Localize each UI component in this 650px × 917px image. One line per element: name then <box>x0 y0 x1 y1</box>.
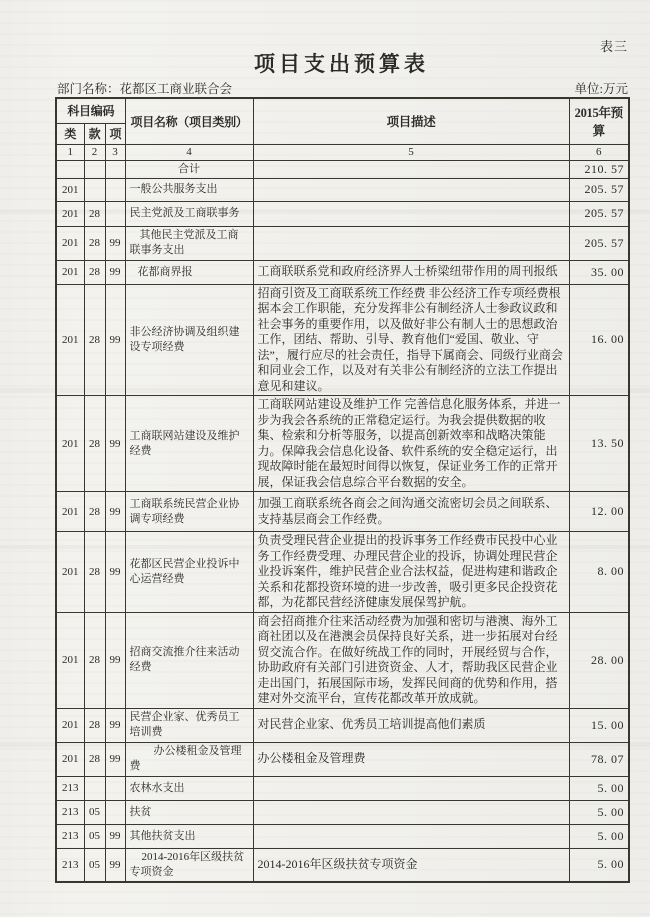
project-name-cell: 花都区民营企业投诉中心运营经费 <box>125 532 253 613</box>
budget-cell: 78. 07 <box>569 742 629 776</box>
code-item-cell <box>105 800 125 824</box>
project-name-cell: 花都商界报 <box>125 260 253 284</box>
code-section-cell <box>84 160 105 178</box>
budget-cell: 13. 50 <box>569 396 629 492</box>
project-desc-cell: 招商引资及工商联系统工作经费 非公经济工作专项经费根据本会工作职能，充分发挥非公有制经济人士参政议政和社会事务的重要作用，以及做好非公有制人士的思想政治工作，团结、帮助、引导、教育他们“爱国、敬业、守法”，履行应尽的社会责任，指导下属商会、同级行业商会和同业会工作，以及对有关非公有制经济的立法工作提出意见和建议。 <box>253 284 569 396</box>
project-name-cell: 工商联网站建设及维护经费 <box>125 396 253 492</box>
code-section-cell: 05 <box>84 848 105 882</box>
header-budget-2015: 2015年预算 <box>569 98 629 144</box>
code-section-cell <box>84 178 105 201</box>
header-col-section: 款 <box>84 123 105 144</box>
header-col-category: 类 <box>56 123 84 144</box>
code-item-cell: 99 <box>105 532 125 613</box>
project-desc-cell <box>253 160 569 178</box>
budget-cell: 8. 00 <box>569 532 629 613</box>
code-section-cell: 28 <box>84 201 105 226</box>
table-row <box>56 612 629 708</box>
code-category-cell: 213 <box>56 776 84 800</box>
unit-label: 单位:万元 <box>574 82 628 96</box>
code-item-cell: 99 <box>105 284 125 396</box>
project-name-cell: 扶贫 <box>125 800 253 824</box>
project-name-cell: 农林水支出 <box>125 776 253 800</box>
table-row <box>56 160 629 178</box>
project-desc-cell <box>253 226 569 260</box>
budget-cell: 15. 00 <box>569 708 629 742</box>
code-item-cell: 99 <box>105 848 125 882</box>
budget-cell: 12. 00 <box>569 492 629 532</box>
department-name-label: 部门名称：花都区工商业联合会 <box>57 82 233 96</box>
project-name-cell: 一般公共服务支出 <box>125 178 253 201</box>
column-number: 1 <box>56 144 84 160</box>
table-row <box>56 708 629 742</box>
header-project-desc: 项目描述 <box>253 98 569 144</box>
budget-cell: 35. 00 <box>569 260 629 284</box>
code-category-cell: 213 <box>56 848 84 882</box>
project-desc-cell: 对民营企业家、优秀员工培训提高他们素质 <box>253 708 569 742</box>
table-row <box>56 776 629 800</box>
code-category-cell: 201 <box>56 284 84 396</box>
table-row <box>56 742 629 776</box>
project-name-cell: 合计 <box>125 160 253 178</box>
project-desc-cell: 加强工商联系统各商会之间沟通交流密切会员之间联系、支持基层商会工作经费。 <box>253 492 569 532</box>
project-name-cell: 办公楼租金及管理费 <box>125 742 253 776</box>
code-category-cell: 201 <box>56 178 84 201</box>
table-row <box>56 396 629 492</box>
budget-cell: 5. 00 <box>569 848 629 882</box>
code-item-cell <box>105 201 125 226</box>
code-item-cell: 99 <box>105 492 125 532</box>
table-row <box>56 226 629 260</box>
code-item-cell: 99 <box>105 612 125 708</box>
project-desc-cell: 商会招商推介往来活动经费为加强和密切与港澳、海外工商社团以及在港澳会员保持良好关系，进一步拓展对台经贸交流合作。在做好统战工作的同时，开展经贸与合作，协助政府有关部门引进资资金、人才，帮助我区民营企业走出国门，拓展国际市场，发挥民间商的优势和作用，搭建对外交流平台，宣传花都改革开放成就。 <box>253 612 569 708</box>
code-section-cell: 28 <box>84 612 105 708</box>
code-item-cell <box>105 776 125 800</box>
table-row <box>56 201 629 226</box>
code-section-cell: 28 <box>84 708 105 742</box>
code-category-cell <box>56 160 84 178</box>
code-section-cell <box>84 776 105 800</box>
project-desc-cell: 2014-2016年区级扶贫专项资金 <box>253 848 569 882</box>
code-item-cell: 99 <box>105 742 125 776</box>
budget-cell: 5. 00 <box>569 824 629 848</box>
code-category-cell: 213 <box>56 800 84 824</box>
budget-cell: 210. 57 <box>569 160 629 178</box>
budget-cell: 205. 57 <box>569 201 629 226</box>
project-desc-cell: 办公楼租金及管理费 <box>253 742 569 776</box>
column-number-row <box>56 144 629 160</box>
code-item-cell <box>105 160 125 178</box>
code-section-cell: 28 <box>84 742 105 776</box>
project-name-cell: 工商联系统民营企业协调专项经费 <box>125 492 253 532</box>
code-item-cell: 99 <box>105 708 125 742</box>
column-number: 6 <box>569 144 629 160</box>
code-item-cell <box>105 178 125 201</box>
budget-cell: 28. 00 <box>569 612 629 708</box>
table-row <box>56 284 629 396</box>
code-category-cell: 201 <box>56 532 84 613</box>
column-number: 4 <box>125 144 253 160</box>
project-name-cell: 民主党派及工商联事务 <box>125 201 253 226</box>
project-name-cell: 招商交流推介往来活动经费 <box>125 612 253 708</box>
code-section-cell: 05 <box>84 824 105 848</box>
header-subject-code: 科目编码 <box>56 98 125 123</box>
budget-cell: 205. 57 <box>569 226 629 260</box>
code-category-cell: 201 <box>56 492 84 532</box>
budget-table <box>55 97 630 883</box>
code-item-cell: 99 <box>105 226 125 260</box>
code-item-cell: 99 <box>105 824 125 848</box>
project-name-cell: 非公经济协调及组织建设专项经费 <box>125 284 253 396</box>
project-desc-cell <box>253 824 569 848</box>
project-desc-cell: 工商联联系党和政府经济界人士桥梁纽带作用的周刊报纸 <box>253 260 569 284</box>
project-desc-cell: 负责受理民营企业提出的投诉事务工作经费市民投中心业务工作经费受理、办理民营企业的投诉，协调处理民营企业投诉案件，维护民营企业合法权益，促进构建和谐政企关系和花都投资环境的进一步改善，吸引更多民企投资花都，为花都民营经济健康发展保驾护航。 <box>253 532 569 613</box>
column-number: 3 <box>105 144 125 160</box>
page-title: 项目支出预算表 <box>254 52 429 76</box>
project-desc-cell <box>253 201 569 226</box>
table-row <box>56 492 629 532</box>
code-section-cell: 28 <box>84 284 105 396</box>
table-row <box>56 824 629 848</box>
code-section-cell: 05 <box>84 800 105 824</box>
budget-cell: 205. 57 <box>569 178 629 201</box>
table-header-row <box>56 98 629 123</box>
code-section-cell: 28 <box>84 396 105 492</box>
code-category-cell: 201 <box>56 612 84 708</box>
table-row <box>56 848 629 882</box>
code-section-cell: 28 <box>84 492 105 532</box>
project-desc-cell <box>253 776 569 800</box>
project-desc-cell: 工商联网站建设及维护工作 完善信息化服务体系，并进一步为我会各系统的正常稳定运行。为我会提供数据的收集、检索和分析等服务，以提高创新效率和战略决策能力。保障我会信息化设备、软件系统的安全稳定运行，出现故障时能在最短时间得以恢复，保证业务工作的正常开展，保证我会信息综合平台数据的安全。 <box>257 397 561 489</box>
project-name-cell: 民营企业家、优秀员工培训费 <box>125 708 253 742</box>
code-category-cell: 201 <box>56 396 84 492</box>
code-category-cell: 201 <box>56 708 84 742</box>
sheet-number-label: 表三 <box>599 39 628 54</box>
project-desc-cell <box>253 178 569 201</box>
column-number: 2 <box>84 144 105 160</box>
project-name-cell: 其他民主党派及工商联事务支出 <box>125 226 253 260</box>
code-section-cell: 28 <box>84 260 105 284</box>
budget-cell: 5. 00 <box>569 800 629 824</box>
project-name-cell: 其他扶贫支出 <box>125 824 253 848</box>
code-category-cell: 201 <box>56 260 84 284</box>
budget-cell: 16. 00 <box>569 284 629 396</box>
code-section-cell: 28 <box>84 226 105 260</box>
code-category-cell: 213 <box>56 824 84 848</box>
table-row <box>56 532 629 613</box>
code-item-cell: 99 <box>105 396 125 492</box>
budget-cell: 5. 00 <box>569 776 629 800</box>
table-row <box>56 178 629 201</box>
header-col-item: 项 <box>105 123 125 144</box>
column-number: 5 <box>253 144 569 160</box>
project-name-cell: 2014-2016年区级扶贫专项资金 <box>125 848 253 882</box>
table-row <box>56 800 629 824</box>
code-section-cell: 28 <box>84 532 105 613</box>
project-desc-cell <box>253 800 569 824</box>
table-row <box>56 260 629 284</box>
code-category-cell: 201 <box>56 226 84 260</box>
header-project-name: 项目名称（项目类别） <box>125 98 253 144</box>
code-category-cell: 201 <box>56 201 84 226</box>
code-category-cell: 201 <box>56 742 84 776</box>
code-item-cell: 99 <box>105 260 125 284</box>
